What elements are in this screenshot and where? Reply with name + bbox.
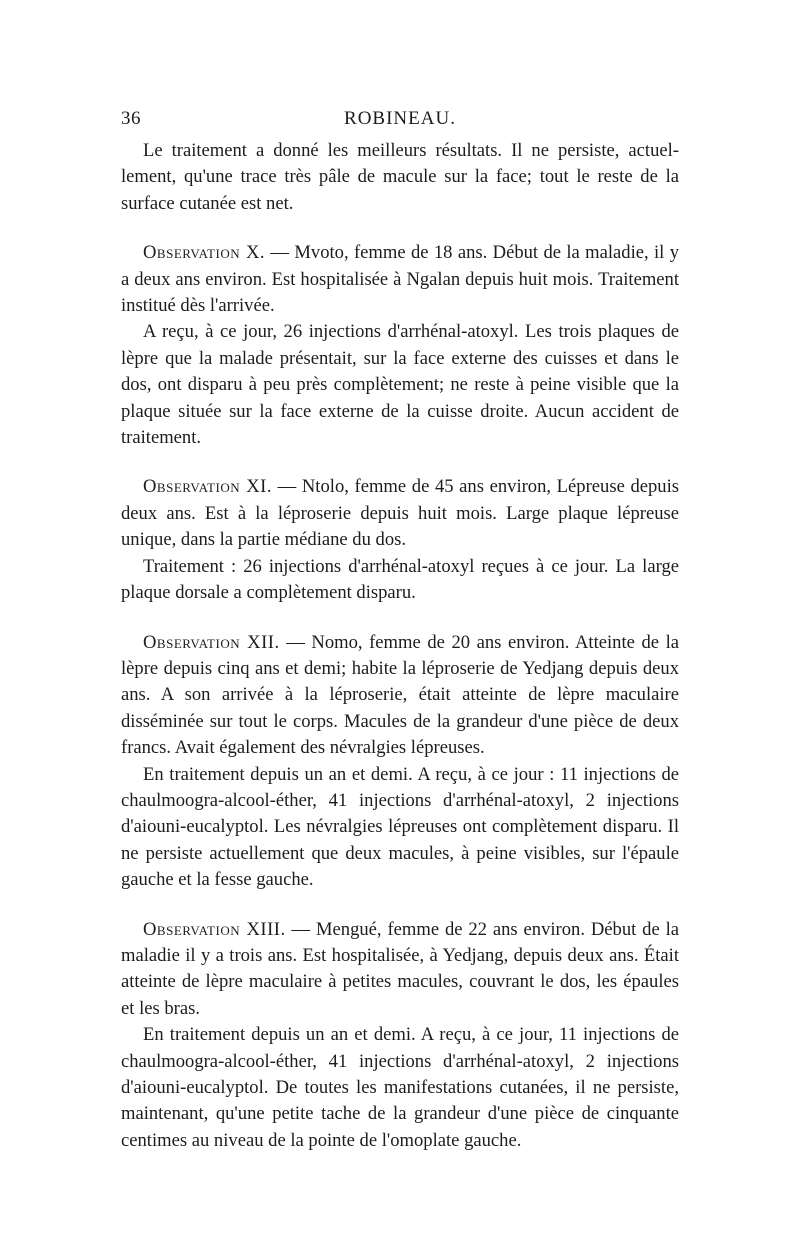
observation-text: — Mvoto, femme de 18 ans. Début de la maladie, il y a deux ans environ. Est hospitalisée à Ngalan depuis huit mois. Traitement institué dès l'arrivée.: [121, 242, 679, 317]
observation-label: Observation XI.: [143, 476, 273, 498]
book-page: [121, 108, 679, 1154]
observation-paragraph: Traitement : 26 injections d'arrhénal-atoxyl reçues à ce jour. La large plaque dorsale a complètement disparu.: [121, 555, 679, 604]
observation-paragraph: A reçu, à ce jour, 26 injections d'arrhénal-atoxyl. Les trois plaques de lèpre que la malade présentait, sur la face externe des cuisses et dans le dos, ont disparu à peu près complètement; ne reste à peine visible que la plaque située sur la face externe de la cuisse droite. Aucun accident de traitement.: [121, 321, 679, 449]
page-number: 36: [121, 108, 141, 129]
observation-xii: [121, 630, 679, 894]
observation-text: — Mengué, femme de 22 ans environ. Début de la maladie il y a trois ans. Est hospitalisée, à Yedjang, depuis deux ans. Était atteinte de lèpre maculaire à petites macules, couvrant le dos, les épaules et les bras.: [121, 918, 680, 1019]
observation-label: Observation X.: [143, 242, 266, 264]
observation-xiii: [121, 917, 679, 1155]
observation-x: [121, 240, 679, 451]
observation-label: Observation XIII.: [143, 918, 286, 940]
observation-label: Observation XII.: [143, 631, 280, 653]
observation-xi: [121, 474, 679, 606]
observation-paragraph: [121, 240, 679, 319]
intro-paragraph: Le traitement a donné les meilleurs résultats. Il ne persiste, actuellement, qu'une trace très pâle de macule sur la face; tout le reste de la surface cutanée est net.: [121, 140, 679, 214]
observation-paragraph: [121, 917, 679, 1023]
running-head: [121, 108, 679, 138]
observation-text: — Ntolo, femme de 45 ans environ, Lépreuse depuis deux ans. Est à la léproserie depuis huit mois. Large plaque lépreuse unique, dans la partie médiane du dos.: [121, 476, 679, 551]
observation-paragraph: En traitement depuis un an et demi. A reçu, à ce jour : 11 injections de chaulmoogra-alcool-éther, 41 injections d'arrhénal-atoxyl, 2 injections d'aiouni-eucalyptol. Les névralgies lépreuses ont complètement disparu. Il ne persiste actuellement que deux macules, à peine visibles, sur l'épaule gauche et la fesse gauche.: [121, 763, 679, 891]
observation-paragraph: [121, 630, 679, 762]
observation-paragraph: [121, 474, 679, 553]
observation-paragraph: En traitement depuis un an et demi. A reçu, à ce jour, 11 injections de chaulmoogra-alcool-éther, 41 injections d'arrhénal-atoxyl, 2 injections d'aiouni-eucalyptol. De toutes les manifestations cutanées, il ne persiste, maintenant, qu'une petite tache de la grandeur d'une pièce de cinquante centimes au niveau de la pointe de l'omoplate gauche.: [121, 1024, 679, 1151]
running-title: ROBINEAU.: [344, 108, 456, 129]
observation-text: — Nomo, femme de 20 ans environ. Atteinte de la lèpre depuis cinq ans et demi; habite la léproserie de Yedjang depuis deux ans. A son arrivée à la léproserie, était atteinte de lèpre maculaire disséminée sur tout le corps. Macules de la grandeur d'une pièce de deux francs. Avait également des névralgies lépreuses.: [121, 631, 679, 759]
